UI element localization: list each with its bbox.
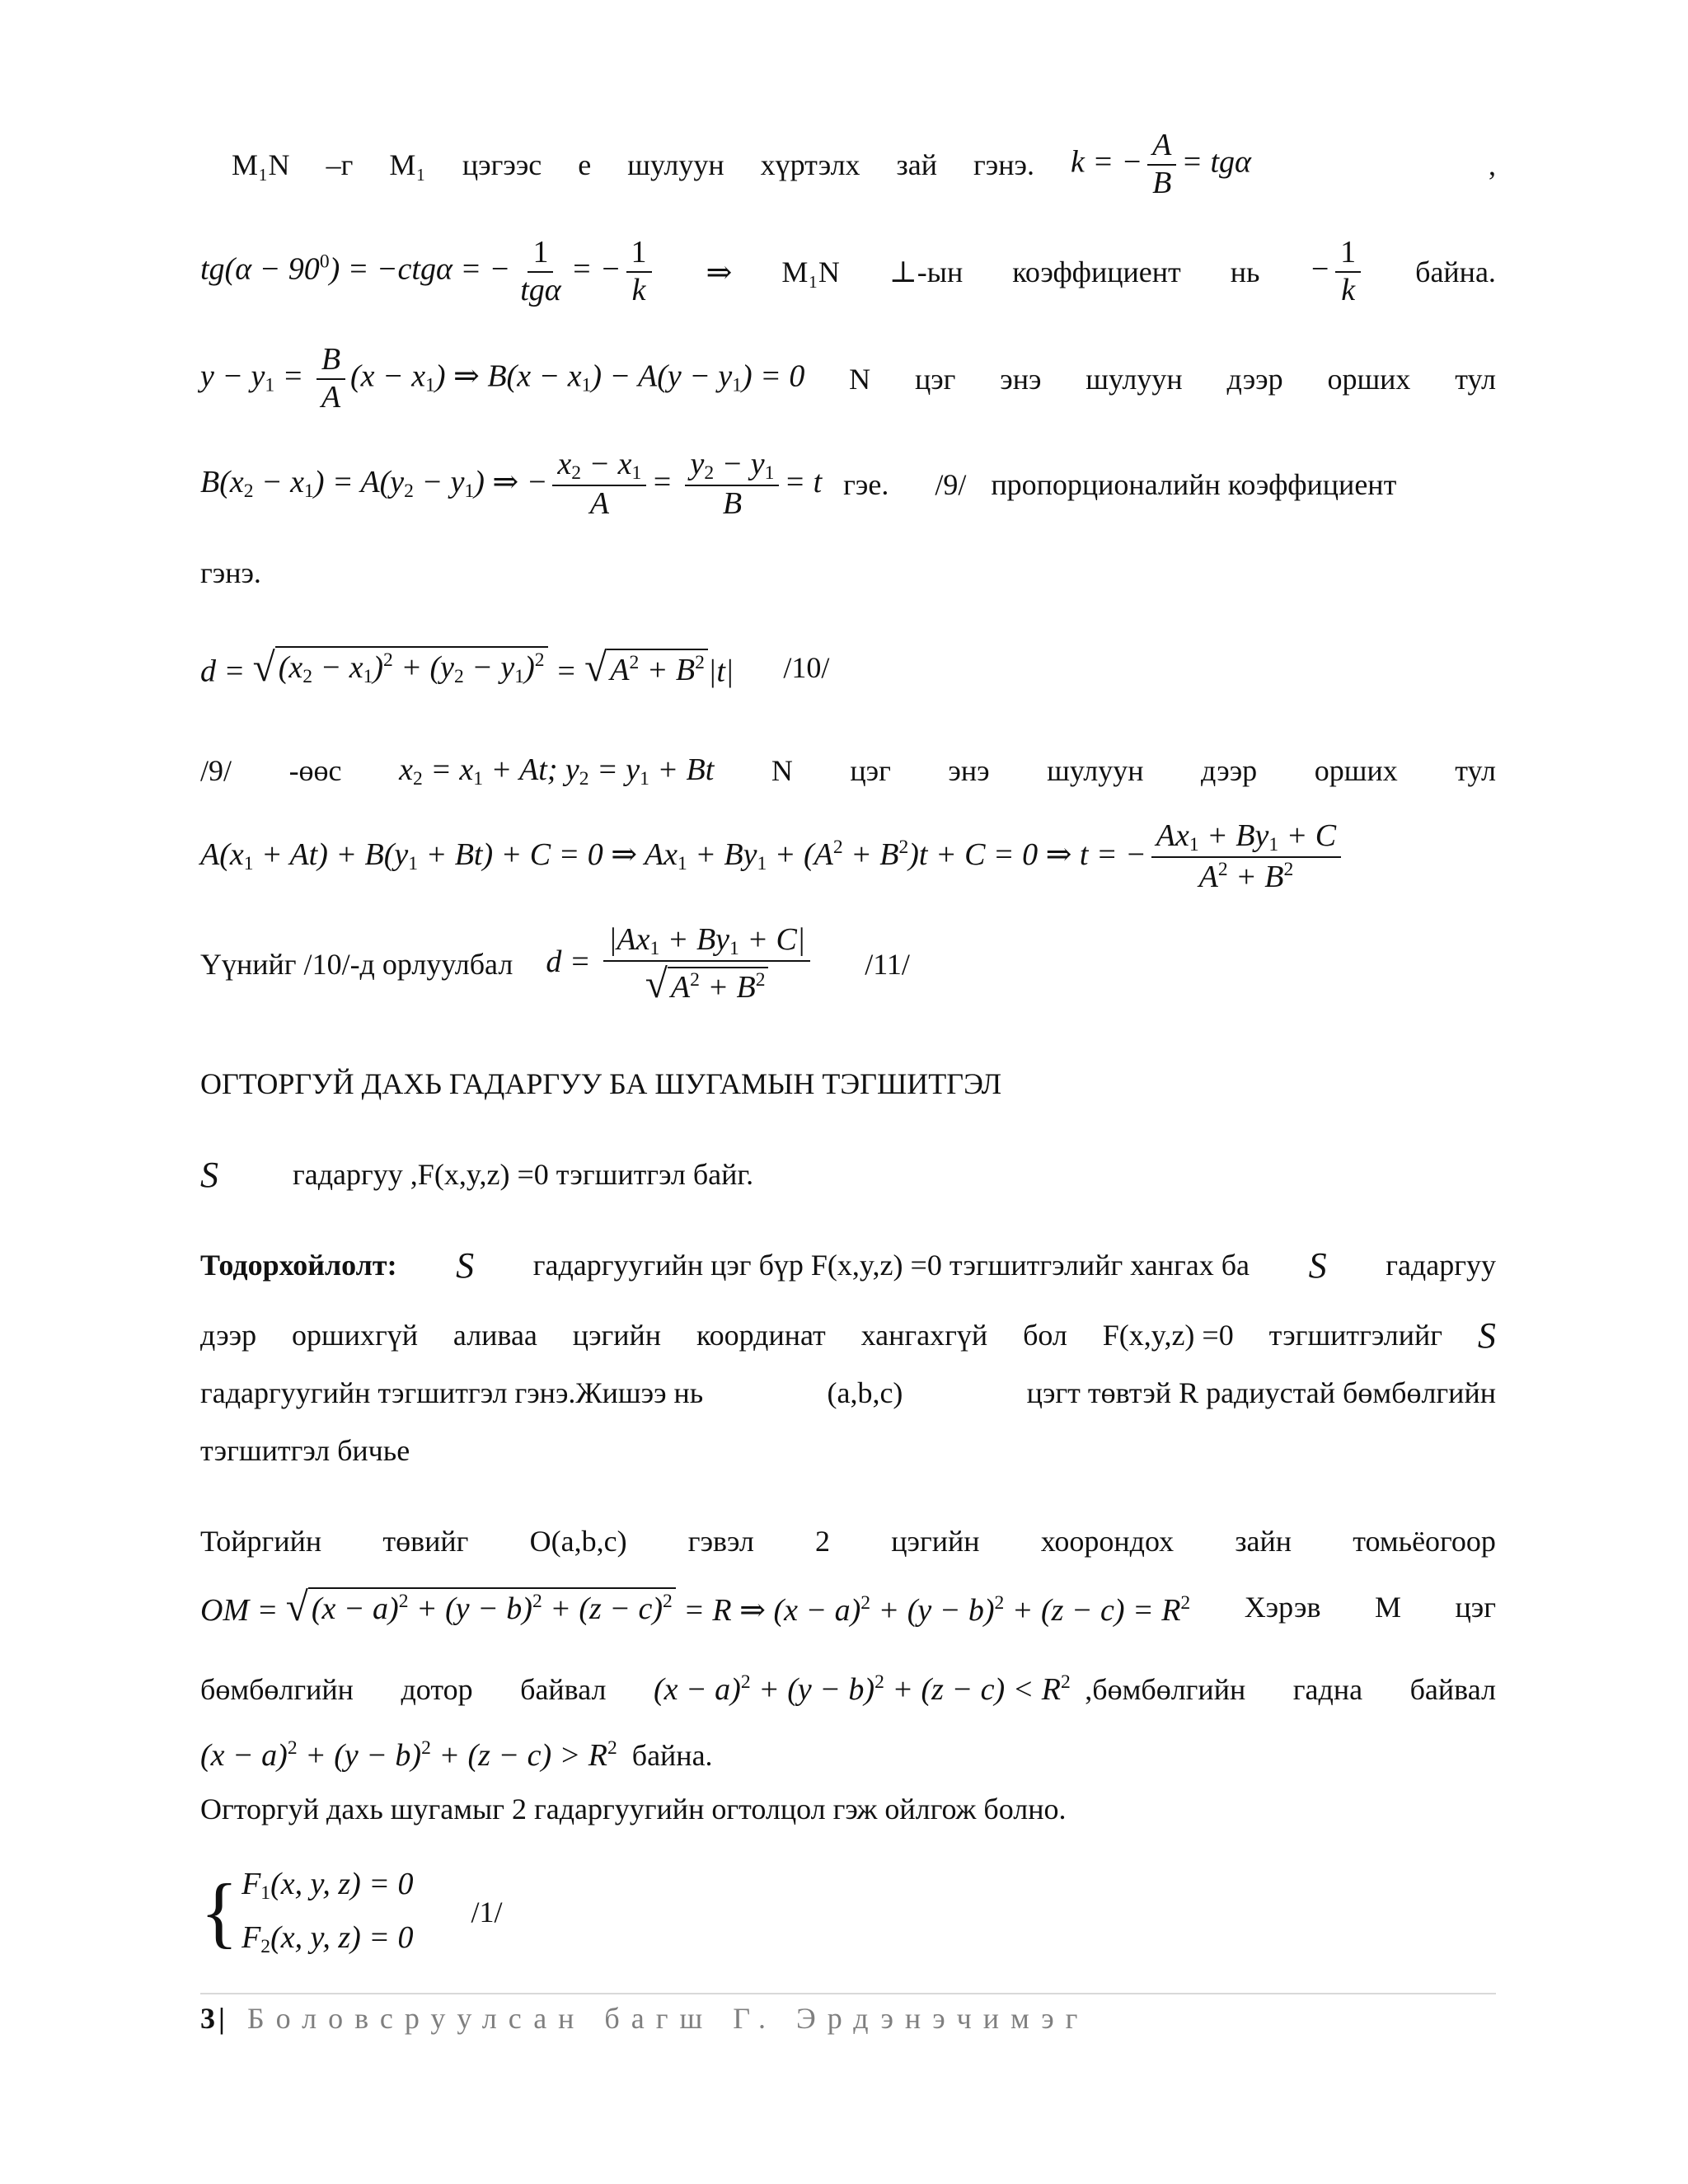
label-n: N — [849, 363, 871, 396]
formula-inside: $(x - a)^2 + (y - b)^2 + (z - c) < R^2$ — [654, 1671, 1071, 1708]
formula-sphere: OM = √ $(x - a)^2 + (y - b)^2 + (z - c)^2$ = R ⇒ $(x - a)^2 + (y - b)^2 + (z - c) = R^2$ — [200, 1583, 1191, 1629]
word: дээр — [200, 1319, 257, 1352]
word: аливаа — [452, 1319, 537, 1352]
word: цэг — [914, 363, 956, 396]
word: байна. — [1415, 255, 1496, 288]
definition-line-3 — [200, 1368, 1496, 1418]
word: 2 — [815, 1525, 831, 1558]
text-line-9 — [200, 915, 1496, 1014]
word: цэгээс — [462, 148, 542, 181]
definition-line-2 — [200, 1310, 1496, 1360]
text-line-13 — [200, 1665, 1496, 1714]
word: гэе. — [843, 468, 889, 501]
text-line-7 — [200, 746, 1496, 795]
formula-t-solution: $A(x_1 + At) + B(y_1 + Bt) + C = 0$ ⇒ $Ax_1 + By_1 + (A^2 + B^2)t + C = 0$ ⇒ t = − $\frac{Ax_1 + By_1 + C}{A^2 + B^2}$ — [200, 820, 1346, 895]
word: төвийг — [382, 1525, 469, 1558]
word: байвал — [1409, 1673, 1496, 1706]
formula-slope: k = − $\frac{A}{B}$ = tgα — [1070, 128, 1251, 200]
word: гэвэл — [687, 1525, 754, 1558]
word: (a,b,c) — [827, 1376, 903, 1409]
word: Хэрэв — [1244, 1591, 1321, 1624]
page-number: 3 — [200, 2002, 218, 2035]
equation-ref-9: /9/ — [200, 754, 232, 787]
equation-ref-1: /1/ — [471, 1896, 503, 1929]
word: ⊥-ын — [889, 255, 964, 288]
label-n: N — [771, 754, 793, 787]
formula-line-eq: $y - y_1$ = $\frac{B}{A}$ $(x - x_1)$ ⇒ $B(x - x_1) - A(y - y_1) = 0$ — [200, 342, 805, 415]
word: дээр — [1226, 363, 1283, 396]
word: O(a,b,c) — [529, 1525, 627, 1558]
text-fragment: гадаргуугийн тэгшитгэл гэнэ.Жишээ нь — [200, 1376, 704, 1409]
word: орших — [1314, 754, 1398, 787]
text-line-12 — [200, 1574, 1496, 1640]
definition-label: Тодорхойлолт: — [200, 1249, 397, 1282]
word: тул — [1455, 363, 1496, 396]
formula-distance: d = √ $(x_2 - x_1)^2 + (y_2 - y_1)^2$ = √ $A^2 + B^2$ |t| — [200, 644, 734, 691]
word: орших — [1327, 363, 1411, 396]
word: энэ — [948, 754, 990, 787]
text-fragment: пропорционалийн коэффициент — [991, 468, 1397, 501]
word: цэг — [1455, 1591, 1496, 1624]
word: байвал — [520, 1673, 607, 1706]
formula-outside: $(x - a)^2 + (y - b)^2 + (z - c) > R^2$ — [200, 1736, 617, 1774]
section-heading — [200, 1063, 1496, 1104]
definition-line-1 — [200, 1240, 1496, 1290]
word: -өөс — [288, 754, 342, 787]
surface-symbol: S — [456, 1244, 475, 1286]
formula-proportion: $B(x_2 - x_1) = A(y_2 - y_1)$ ⇒ − $\frac{x_2 - x_1}{A}$ = $\frac{y_2 - y_1}{B}$ = t — [200, 446, 823, 522]
word: бол — [1023, 1319, 1067, 1352]
implies-symbol: ⇒ — [706, 255, 733, 290]
word: томьёогоор — [1353, 1525, 1496, 1558]
text-line-3 — [200, 338, 1496, 420]
footer-divider — [200, 1993, 1496, 1994]
word: хүртэлх — [760, 148, 860, 181]
formula-tg: $tg(\alpha - 90^0) = -ctg\alpha$ = − $\frac{1}{\text{tgα}}$ = − $\frac{1}{k}$ — [200, 237, 657, 307]
word: е — [578, 148, 592, 181]
text-fragment: цэгт төвтэй R радиустай бөмбөлгийн — [1026, 1376, 1496, 1409]
word: F(x,y,z) =0 — [1102, 1319, 1234, 1352]
formula-substitution: $x_2 = x_1 + At$; $y_2 = y_1 + Bt$ — [399, 752, 715, 790]
word: нь — [1230, 255, 1260, 288]
word: зай — [896, 148, 938, 181]
word: хангахгүй — [860, 1319, 988, 1352]
text-line-8 — [200, 816, 1496, 898]
definition-line-4 — [200, 1430, 1496, 1471]
text-fragment: тэгшитгэл бичье — [200, 1434, 410, 1467]
word: тэгшитгэлийг — [1268, 1319, 1442, 1352]
text-line-1 — [200, 128, 1496, 202]
surface-symbol: S — [200, 1154, 218, 1195]
system-of-equations: { $F_1(x$, y, z) = 0 $F_2(x$, y, z) = 0 — [200, 1867, 414, 1957]
text-line-4 — [200, 443, 1496, 526]
equation-ref-10: /10/ — [783, 651, 830, 684]
word: цэгийн — [572, 1319, 662, 1352]
equation-ref-9: /9/ — [935, 468, 967, 501]
word: шулуун — [627, 148, 724, 181]
footer-author: Боловсруулсан багш Г. Эрдэнэчимэг — [246, 2002, 1090, 2035]
text-fragment: Огторгуй дахь шугамыг 2 гадаргуугийн огтолцол гэж ойлгож болно. — [200, 1793, 1067, 1825]
word: зайн — [1235, 1525, 1292, 1558]
label-m1n: M₁N — [232, 148, 290, 181]
text-fragment: гадаргуугийн цэг бүр F(x,y,z) =0 тэгшитгэлийг хангах ба — [532, 1249, 1250, 1282]
word: координат — [696, 1319, 826, 1352]
word: Тойргийн — [200, 1525, 322, 1558]
word: шулуун — [1085, 363, 1183, 396]
word: цэгийн — [891, 1525, 980, 1558]
word: –г — [326, 148, 354, 181]
text-line-5 — [200, 552, 1496, 593]
text-line-11 — [200, 1521, 1496, 1562]
heading-text: ОГТОРГУЙ ДАХЬ ГАДАРГУУ БА ШУГАМЫН ТЭГШИТГЭЛ — [200, 1067, 1002, 1100]
word: ,бөмбөлгийн — [1085, 1673, 1246, 1706]
text-line-15 — [200, 1788, 1496, 1830]
formula-neg-inv-k: − $\frac{1}{k}$ — [1309, 237, 1366, 307]
text-fragment: гадаргуу ,F(x,y,z) =0 тэгшитгэл байг. — [293, 1158, 754, 1191]
word: M — [1374, 1591, 1401, 1624]
formula-point-line-distance: d = $|Ax_1 + By_1 + C|$ √ $A^2 + B^2$ — [546, 924, 815, 1005]
footer-separator: | — [218, 2002, 228, 2035]
word: оршихгүй — [292, 1319, 419, 1352]
word: гэнэ. — [973, 148, 1034, 181]
word: цэг — [850, 754, 891, 787]
label-m1n: M₁N — [781, 255, 840, 288]
equation-ref-11: /11/ — [865, 948, 910, 981]
text-line-14 — [200, 1731, 1496, 1780]
surface-symbol: S — [1477, 1315, 1496, 1356]
equation-system — [200, 1858, 1496, 1966]
word: энэ — [1000, 363, 1042, 396]
word: тул — [1455, 754, 1496, 787]
word: шулуун — [1047, 754, 1144, 787]
comma: , — [1488, 148, 1496, 181]
word: дотор — [401, 1673, 473, 1706]
text-line-2 — [200, 231, 1496, 313]
word: гадна — [1292, 1673, 1363, 1706]
text-fragment: гэнэ. — [200, 556, 261, 589]
text-fragment: байна. — [631, 1739, 713, 1772]
word: M₁ — [389, 148, 426, 181]
page-footer — [200, 2001, 1089, 2036]
word: гадаргуу — [1386, 1249, 1496, 1282]
text-fragment: Үүнийг /10/-д орлуулбал — [200, 948, 513, 981]
word: бөмбөлгийн — [200, 1673, 354, 1706]
text-line-6 — [200, 635, 1496, 701]
surface-symbol: S — [1308, 1244, 1327, 1286]
text-line-10 — [200, 1150, 1496, 1199]
word: коэффициент — [1012, 255, 1181, 288]
word: хоорондох — [1040, 1525, 1175, 1558]
word: дээр — [1201, 754, 1258, 787]
